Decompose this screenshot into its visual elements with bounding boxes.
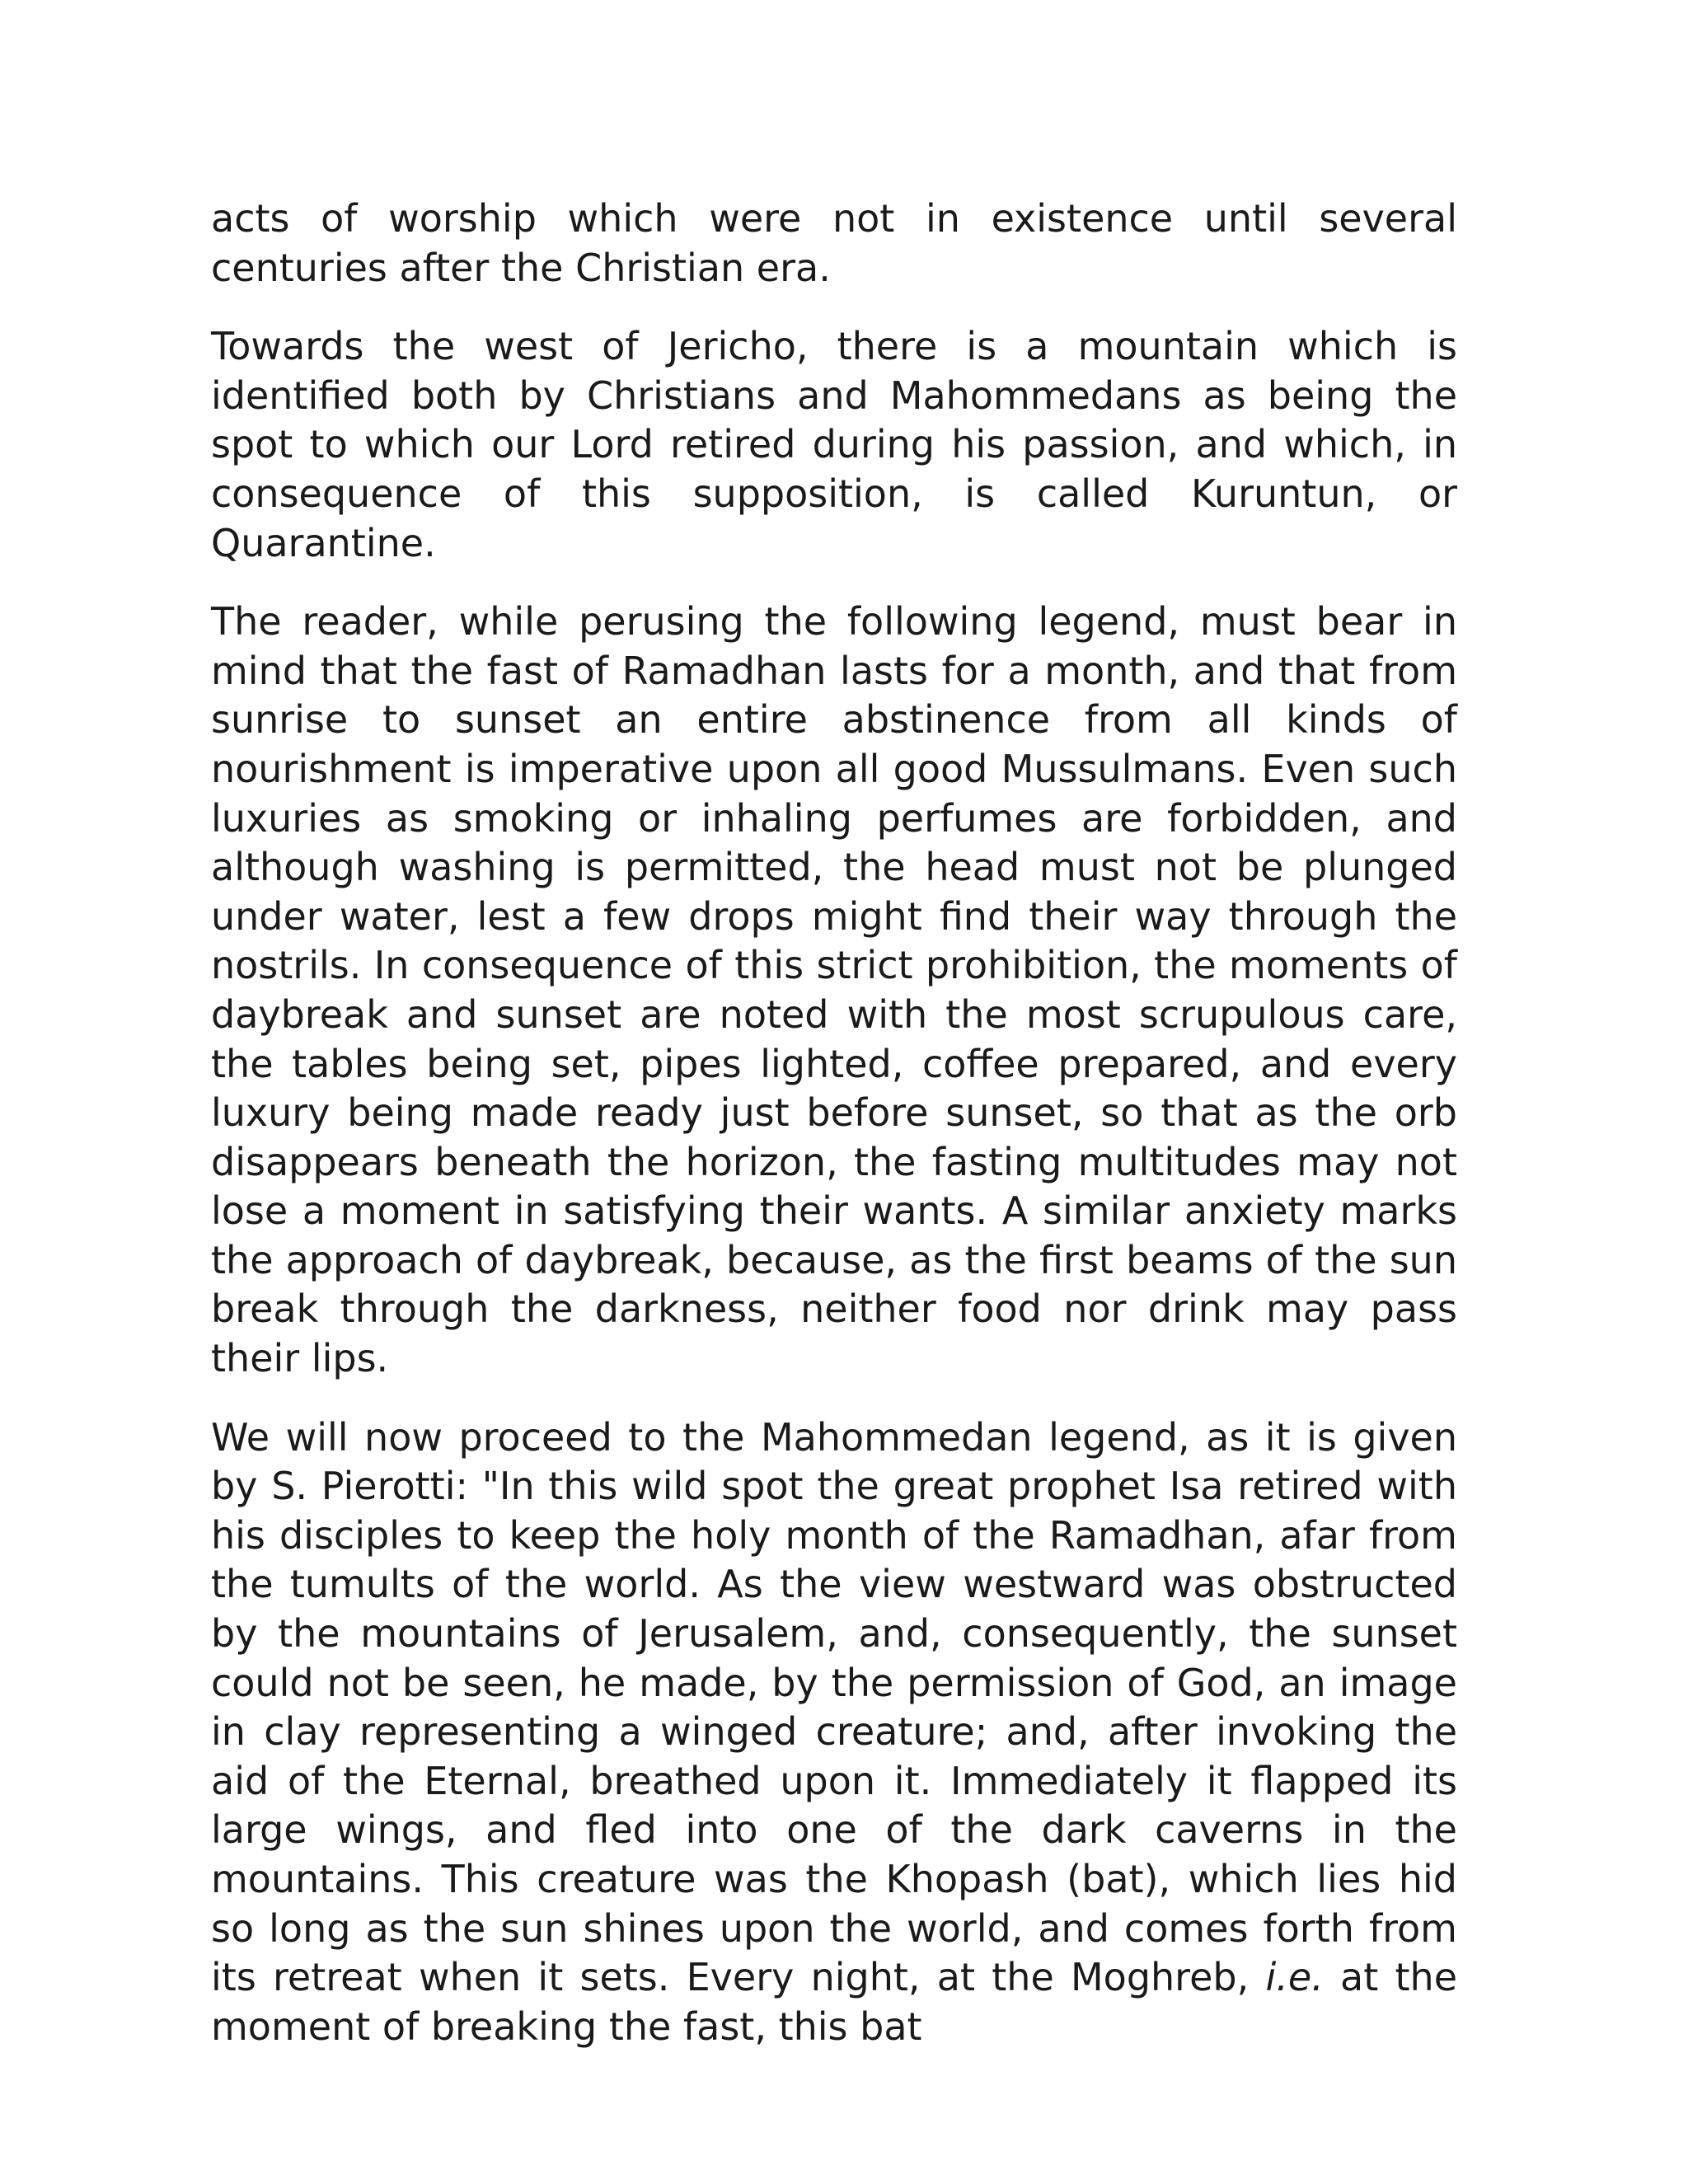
- paragraph-4: [211, 1413, 1457, 2052]
- paragraph-3: The reader, while perusing the following legend, must bear in mind that the fast of Ramadhan lasts for a month, and that from sunrise to sunset an entire abstinence from all kinds of nourishment is imperative upon all good Mussulmans. Even such luxuries as smoking or inhaling perfumes are forbidden, and although washing is permitted, the head must not be plunged under water, lest a few drops might find their way through the nostrils. In consequence of this strict prohibition, the moments of daybreak and sunset are noted with the most scrupulous care, the tables being set, pipes lighted, coffee prepared, and every luxury being made ready just before sunset, so that as the orb disappears beneath the horizon, the fasting multitudes may not lose a moment in satisfying their wants. A similar anxiety marks the approach of daybreak, because, as the first beams of the sun break through the darkness, neither food nor drink may pass their lips.: [211, 599, 1457, 1381]
- paragraph-4-italic: i.e.: [1265, 1955, 1324, 2000]
- paragraph-4-text-before: We will now proceed to the Mahommedan legend, as it is given by S. Pierotti: "In this wild spot the great prophet Isa retired with his disciples to keep the holy month of the Ramadhan, afar from the tumults of the world. As the view westward was obstructed by the mountains of Jerusalem, and, consequently, the sunset could not be seen, he made, by the permission of God, an image in clay representing a winged creature; and, after invoking the aid of the Eternal, breathed upon it. Immediately it flapped its large wings, and fled into one of the dark caverns in the mountains. This creature was the Khopash (bat), which lies hid so long as the sun shines upon the world, and comes forth from its retreat when it sets. Every night, at the Moghreb,: [211, 1414, 1457, 2000]
- paragraph-4-text-after: at the moment of breaking the fast, this bat: [211, 1955, 1457, 2049]
- paragraph-2: Towards the west of Jericho, there is a mountain which is identified both by Christians and Mahommedans as being the spot to which our Lord retired during his passion, and which, in consequence of this supposition, is called Kuruntun, or Quarantine.: [211, 324, 1457, 565]
- document-page: [211, 194, 1457, 2051]
- paragraph-1: acts of worship which were not in existence until several centuries after the Christian era.: [211, 196, 1457, 290]
